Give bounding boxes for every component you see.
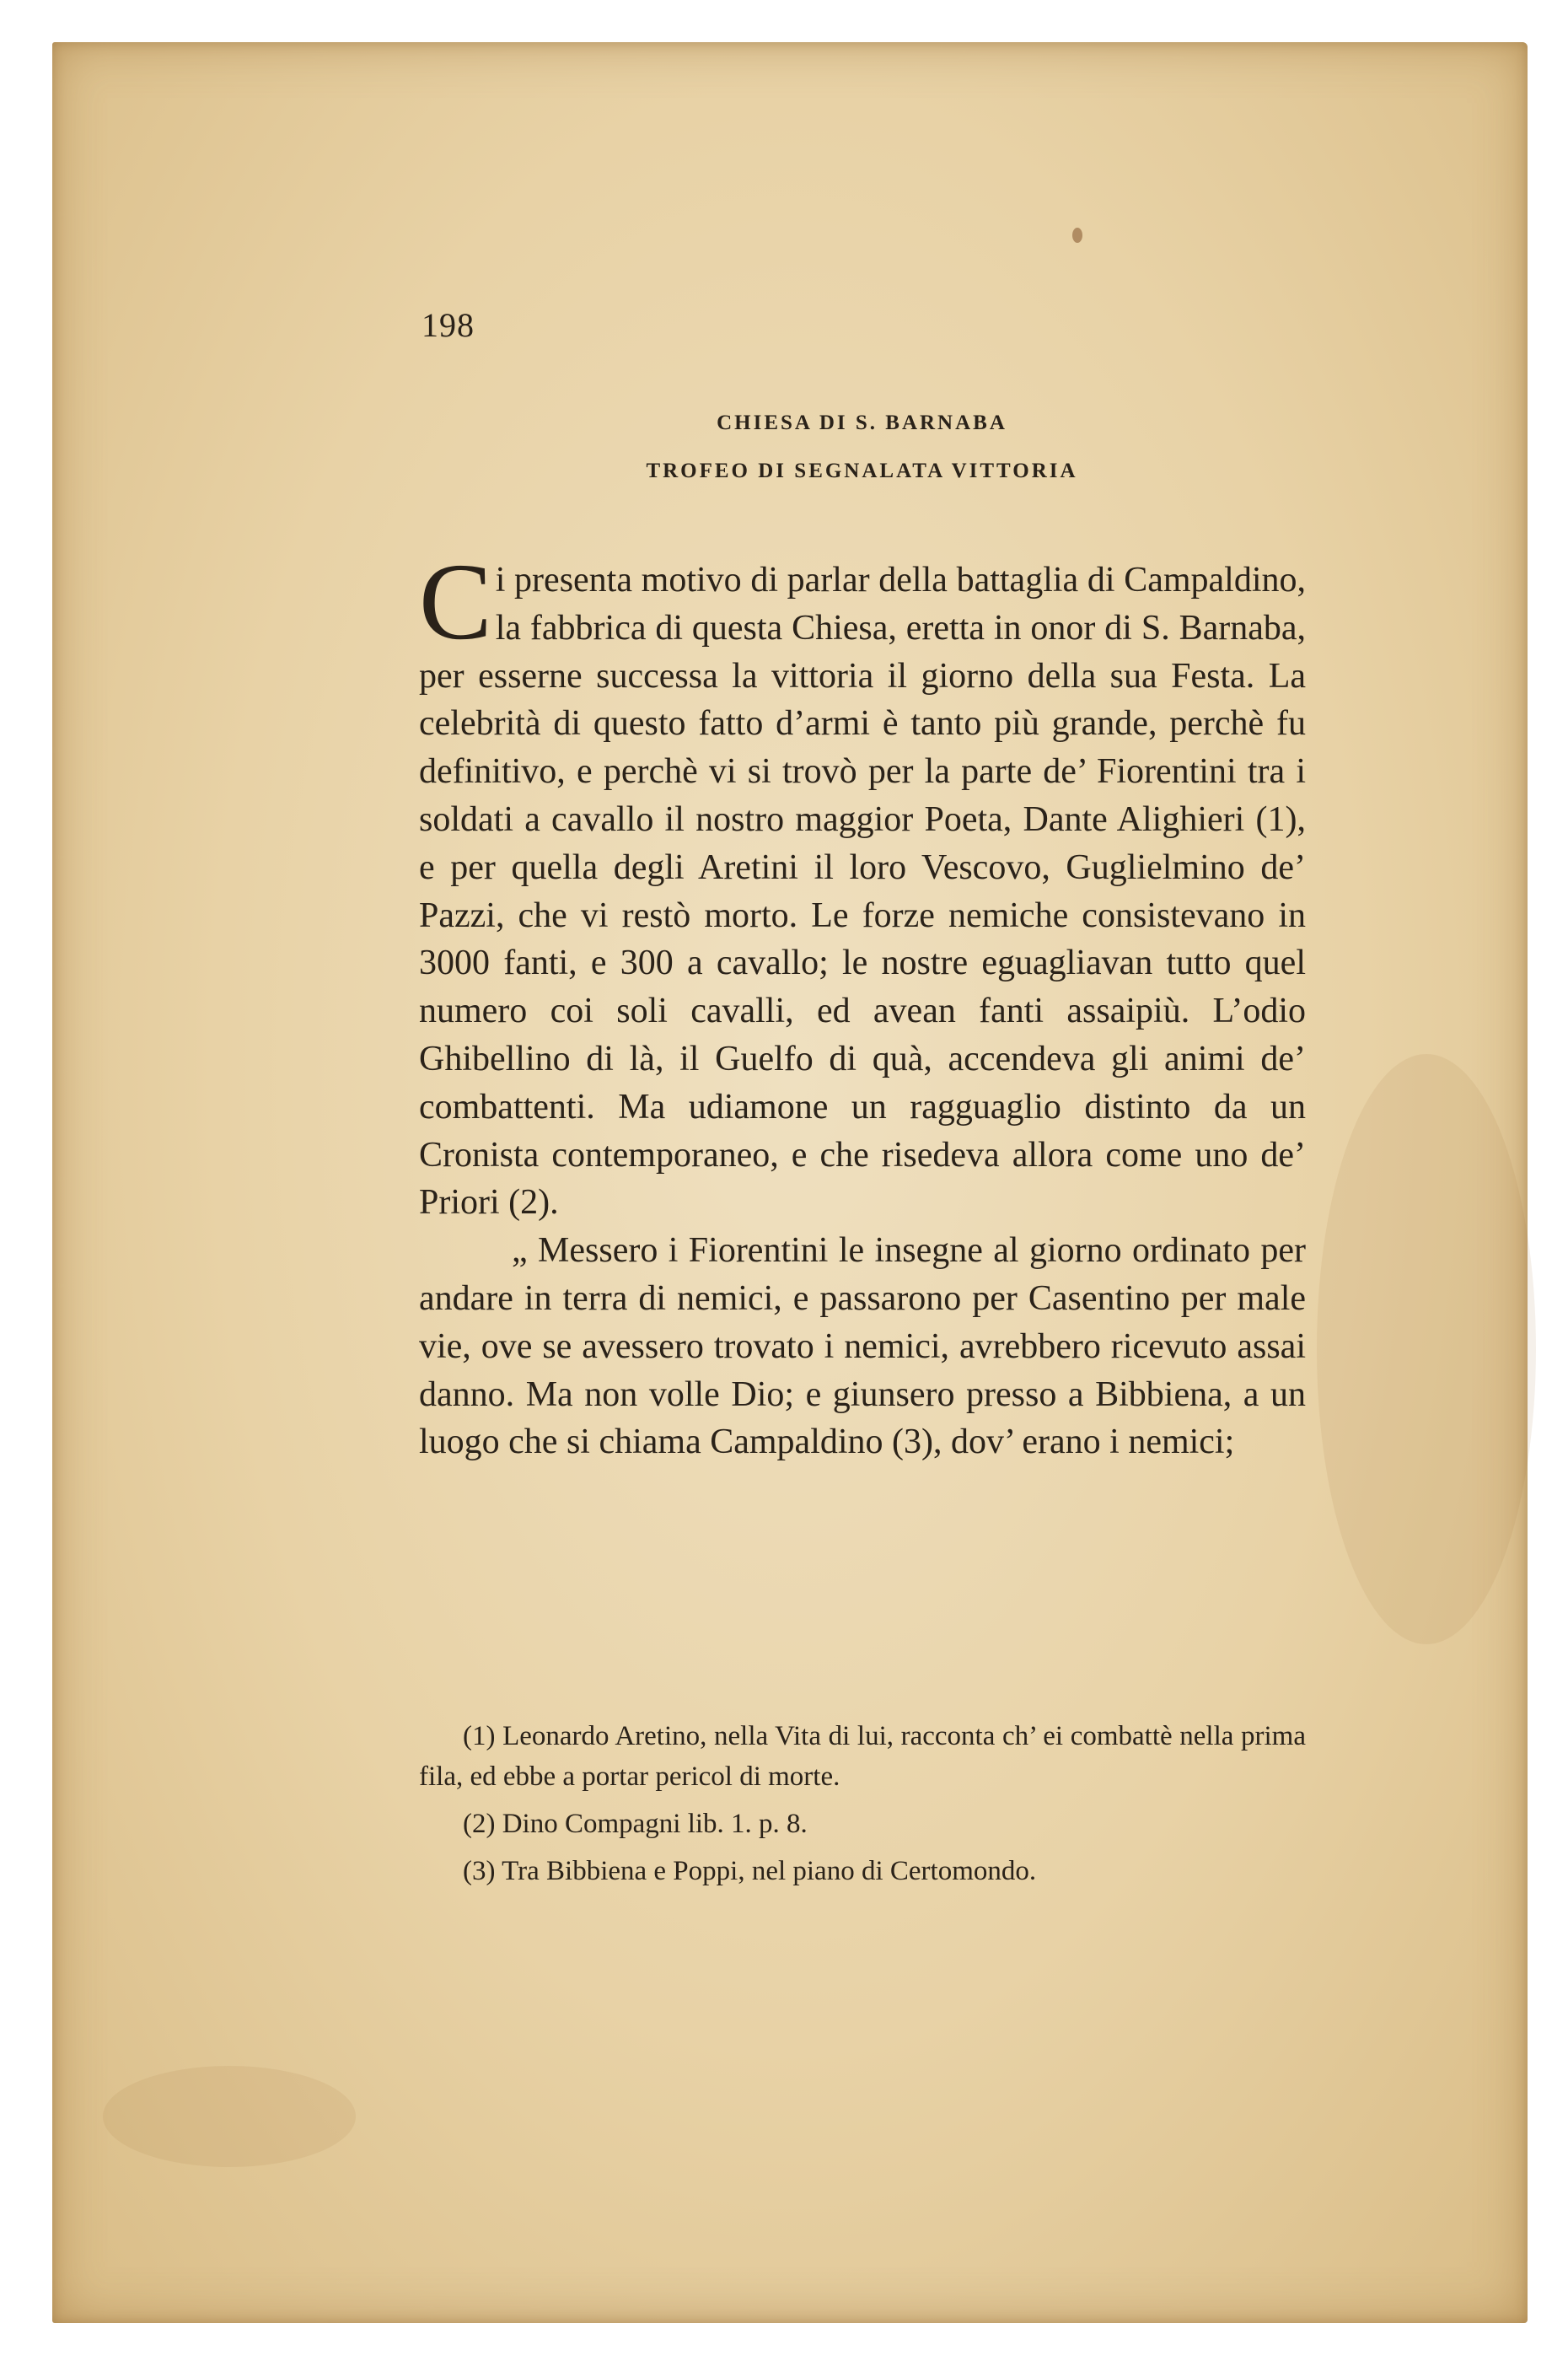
page-number: 198 [422,306,475,344]
paper-stain [1072,228,1082,243]
chapter-subheading: TROFEO DI SEGNALATA VITTORIA [646,460,1078,482]
footnote-1: (1) Leonardo Aretino, nella Vita di lui, racconta ch’ ei combattè nella prima fila, ed ebbe a portar pericol di morte. [419,1721,1306,1792]
drop-cap: C [419,541,492,663]
paper-stain [1317,1054,1536,1644]
chapter-heading: CHIESA DI S. BARNABA [717,411,1007,434]
paragraph [419,541,1306,1227]
paragraph-1-text: i presenta motivo di parlar della battaglia di Campaldino, la fabbrica di questa Chiesa, eretta in onor di S. Barnaba, per esserne successa la vittoria il giorno della sua Festa. La celebrità di questo fatto d’armi è tanto più grande, perchè fu definitivo, e perchè vi si trovò per la parte de’ Fiorentini tra i soldati a cavallo il nostro maggior Poeta, Dante Alighieri (1), e per quella degli Aretini il loro Vescovo, Guglielmino de’ Pazzi, che vi restò morto. Le forze nemiche consistevano in 3000 fanti, e 300 a cavallo; le nostre eguagliavan tutto quel numero coi soli cavalli, ed avean fanti assaipiù. L’odio Ghibellino di là, il Guelfo di quà, accendeva gli animi de’ combattenti. Ma udiamone un ragguaglio distinto da un Cronista contemporaneo, e che risedeva allora come uno de’ Priori (2). [419,561,1306,1223]
footnotes [419,1716,1306,1891]
footnote-3: (3) Tra Bibbiena e Poppi, nel piano di Certomondo. [463,1856,1037,1886]
footnote-2: (2) Dino Compagni lib. 1. p. 8. [463,1809,808,1839]
paragraph-2-text: „ Messero i Fiorentini le insegne al giorno ordinato per andare in terra di nemici, e passarono per Casentino per male vie, ove se avessero trovato i nemici, avrebbero ricevuto assai danno. Ma non volle Dio; e giunsero presso a Bibbiena, a un luogo che si chiama Campaldino (3), dov’ erano i nemici; [419,1231,1306,1462]
body-text [419,541,1306,1466]
paper-stain [103,2066,356,2167]
